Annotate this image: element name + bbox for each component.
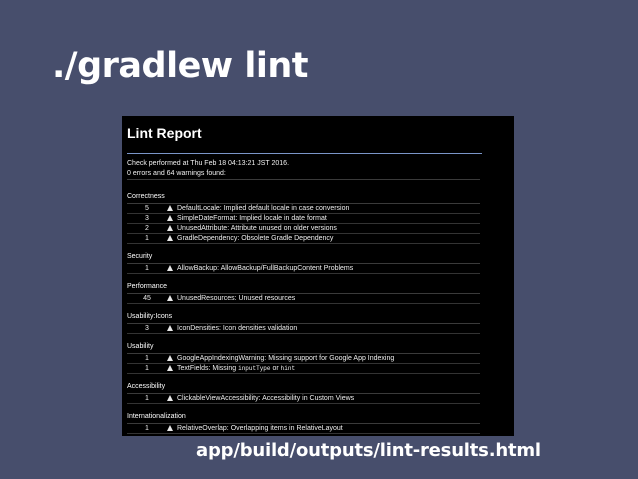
issue-count: 1 (145, 395, 149, 402)
issue-row[interactable] (127, 324, 480, 334)
warning-triangle-icon (167, 215, 173, 222)
issue-link[interactable]: UnusedAttribute: Attribute unused on older versions (177, 225, 337, 232)
issue-count: 5 (145, 205, 149, 212)
warning-triangle-icon (167, 205, 173, 212)
issue-link[interactable]: ClickableViewAccessibility: Accessibility in Custom Views (177, 395, 355, 402)
category-header[interactable]: Usability (127, 343, 154, 350)
warning-triangle-icon (167, 265, 173, 272)
code-hint: hint (280, 365, 296, 372)
report-summary-line: 0 errors and 64 warnings found: (127, 170, 226, 177)
report-checked-line: Check performed at Thu Feb 18 04:13:21 JST 2016. (127, 160, 290, 167)
issue-text: TextFields: Missing (177, 365, 237, 372)
category-usability-icons (127, 312, 514, 334)
issue-link[interactable]: RelativeOverlap: Overlapping items in RelativeLayout (177, 425, 343, 432)
issue-link[interactable]: DefaultLocale: Implied default locale in case conversion (177, 205, 350, 212)
issue-link[interactable]: SimpleDateFormat: Implied locale in date format (177, 215, 327, 222)
issue-count: 1 (145, 365, 149, 372)
issue-link[interactable]: AllowBackup: AllowBackup/FullBackupContent Problems (177, 265, 354, 272)
issue-row[interactable] (127, 354, 480, 364)
report-title-rule (127, 153, 482, 154)
category-header[interactable]: Security (127, 253, 153, 260)
warning-triangle-icon (167, 295, 173, 302)
issue-row[interactable] (127, 394, 480, 404)
issue-count: 2 (145, 225, 149, 232)
category-correctness (127, 192, 514, 244)
report-title: Lint Report (127, 125, 202, 141)
category-accessibility (127, 382, 514, 404)
issue-row[interactable] (127, 214, 480, 224)
issue-count: 3 (145, 215, 149, 222)
category-internationalization (127, 412, 514, 434)
warning-triangle-icon (167, 225, 173, 232)
category-security (127, 252, 514, 274)
issue-row[interactable] (127, 424, 480, 434)
issue-link[interactable]: GradleDependency: Obsolete Gradle Dependency (177, 235, 334, 242)
issue-count: 1 (145, 425, 149, 432)
summary-divider (127, 179, 480, 180)
issue-row[interactable] (127, 294, 480, 304)
issue-row[interactable] (127, 264, 480, 274)
category-header[interactable]: Correctness (127, 193, 165, 200)
issue-row[interactable] (127, 234, 480, 244)
issue-row[interactable] (127, 224, 480, 234)
issue-row[interactable] (127, 204, 480, 214)
issue-count: 1 (145, 235, 149, 242)
slide-footer-path: app/build/outputs/lint-results.html (196, 440, 541, 461)
warning-triangle-icon (167, 395, 173, 402)
issue-link[interactable]: UnusedResources: Unused resources (177, 295, 296, 302)
issue-count: 1 (145, 355, 149, 362)
warning-triangle-icon (167, 235, 173, 242)
category-header[interactable]: Internationalization (127, 413, 186, 420)
lint-report-screenshot (122, 116, 514, 436)
issue-joiner: or (272, 365, 279, 372)
category-performance (127, 282, 514, 304)
issue-count: 45 (143, 295, 151, 302)
issue-link[interactable]: IconDensities: Icon densities validation (177, 325, 298, 332)
category-header[interactable]: Accessibility (127, 383, 166, 390)
warning-triangle-icon (167, 425, 173, 432)
category-usability (127, 342, 514, 374)
issue-link[interactable] (177, 365, 480, 372)
warning-triangle-icon (167, 325, 173, 332)
code-input-type: inputType (238, 365, 271, 372)
warning-triangle-icon (167, 365, 173, 372)
category-header[interactable]: Usability:Icons (127, 313, 173, 320)
issue-count: 1 (145, 265, 149, 272)
issue-count: 3 (145, 325, 149, 332)
warning-triangle-icon (167, 355, 173, 362)
category-header[interactable]: Performance (127, 283, 168, 290)
issue-row[interactable] (127, 364, 480, 374)
issue-link[interactable]: GoogleAppIndexingWarning: Missing support for Google App Indexing (177, 355, 395, 362)
slide-title: ./gradlew lint (52, 46, 308, 86)
